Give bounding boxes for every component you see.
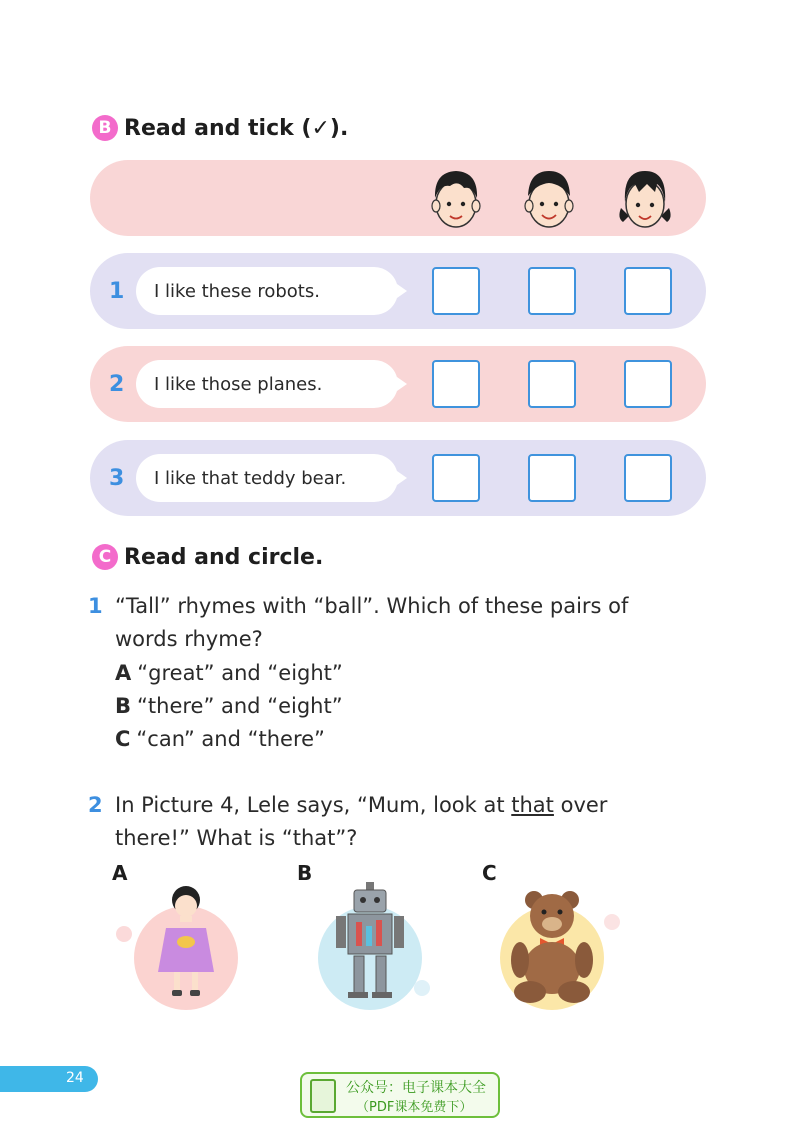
boy-face-2-icon	[521, 166, 577, 232]
row-number: 3	[109, 466, 125, 491]
section-b-heading	[92, 115, 348, 141]
option-letter: B	[115, 694, 132, 718]
tick-box-girl[interactable]	[624, 360, 672, 408]
faces-header-band	[90, 160, 706, 236]
tick-box-girl[interactable]	[624, 454, 672, 502]
boy-face-1-icon	[428, 166, 484, 232]
tick-box-boy-2[interactable]	[528, 454, 576, 502]
tick-box-boy-1[interactable]	[432, 360, 480, 408]
option-c[interactable]	[115, 727, 325, 751]
question-2-line-1	[115, 793, 607, 817]
option-a[interactable]	[115, 661, 343, 685]
option-text: “there” and “eight”	[137, 694, 343, 718]
speech-bubble: I like that teddy bear.	[136, 454, 398, 502]
speech-bubble: I like these robots.	[136, 267, 398, 315]
book-icon	[310, 1079, 336, 1113]
watermark-stamp	[300, 1072, 500, 1118]
question-2-text-post: over	[553, 793, 608, 817]
girl-doll-picture[interactable]	[116, 880, 256, 1020]
section-b-badge: B	[92, 115, 118, 141]
page-number: 24	[66, 1070, 84, 1086]
tick-box-girl[interactable]	[624, 267, 672, 315]
tick-box-boy-1[interactable]	[432, 454, 480, 502]
tick-box-boy-2[interactable]	[528, 360, 576, 408]
section-c-badge: C	[92, 544, 118, 570]
teddy-bear-picture[interactable]	[482, 880, 622, 1020]
row-number: 2	[109, 372, 125, 397]
question-1-line-1: “Tall” rhymes with “ball”. Which of these pairs of	[115, 594, 629, 618]
choice-letter-b: B	[297, 861, 313, 885]
question-2-number: 2	[88, 793, 103, 817]
tick-box-boy-2[interactable]	[528, 267, 576, 315]
question-2-underlined-word: that	[511, 793, 554, 817]
tick-box-boy-1[interactable]	[432, 267, 480, 315]
section-b-title: Read and tick (✓).	[124, 115, 349, 141]
option-b[interactable]	[115, 694, 343, 718]
choice-letter-a: A	[112, 861, 128, 885]
robot-picture[interactable]	[300, 880, 440, 1020]
option-text: “great” and “eight”	[137, 661, 343, 685]
section-c-heading	[92, 544, 323, 570]
row-number: 1	[109, 279, 125, 304]
question-1-number: 1	[88, 594, 103, 618]
watermark-line-2: （PDF课本免费下）	[356, 1100, 473, 1115]
option-letter: A	[115, 661, 132, 685]
choice-letter-c: C	[482, 861, 497, 885]
speech-bubble: I like those planes.	[136, 360, 398, 408]
section-c-title: Read and circle.	[124, 544, 324, 570]
girl-face-icon	[617, 166, 673, 232]
option-text: “can” and “there”	[136, 727, 325, 751]
option-letter: C	[115, 727, 131, 751]
watermark-line-1: 公众号：电子课本大全	[346, 1080, 486, 1096]
question-2-line-2: there!” What is “that”?	[115, 826, 358, 850]
question-2-text-pre: In Picture 4, Lele says, “Mum, look at	[115, 793, 512, 817]
question-1-line-2: words rhyme?	[115, 627, 263, 651]
